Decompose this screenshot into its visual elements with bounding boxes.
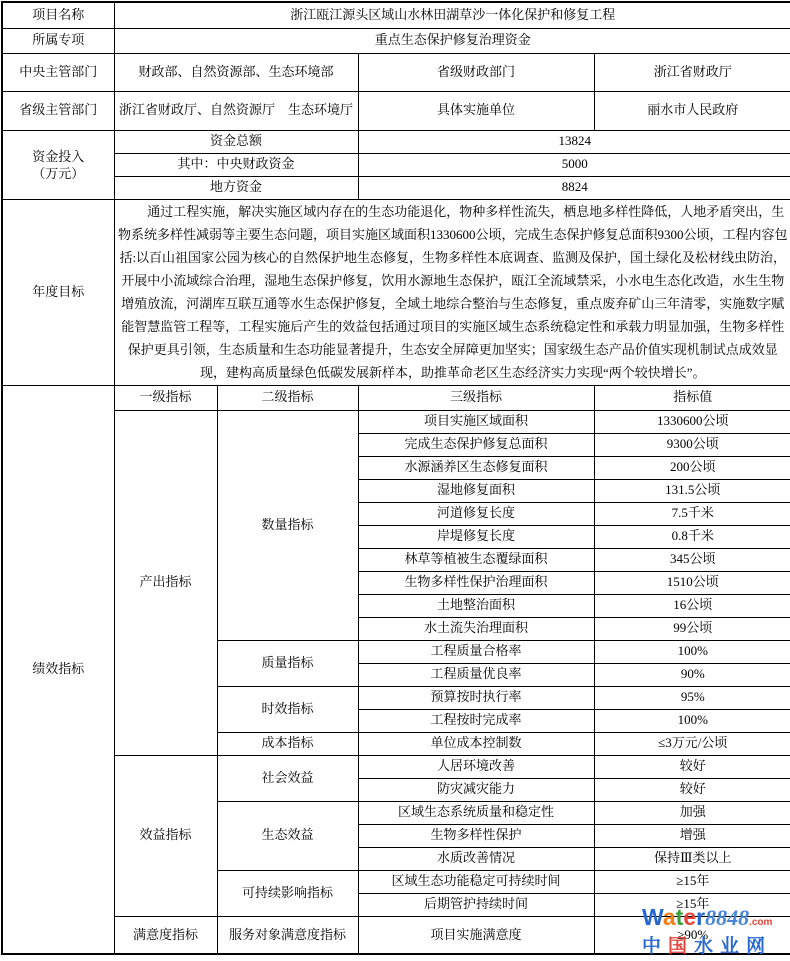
indicator-value-cell: ≥90% — [594, 916, 790, 954]
indicator-value-cell: 加强 — [594, 801, 790, 824]
indicator-name-cell: 湿地修复面积 — [358, 479, 594, 502]
funding-local-row — [2, 176, 790, 199]
program-value-cell: 重点生态保护修复治理资金 — [114, 28, 790, 53]
provincial-finance-label-cell: 省级财政部门 — [358, 53, 594, 91]
funding-central-label-cell: 其中：中央财政资金 — [114, 153, 358, 176]
funding-central-value-cell: 5000 — [358, 153, 790, 176]
indicator-value-cell: ≥15年 — [594, 893, 790, 916]
provincial-dept-label-cell: 省级主管部门 — [2, 91, 114, 130]
indicator-value-cell: 保持Ⅲ类以上 — [594, 847, 790, 870]
program-row — [2, 28, 790, 53]
watermark-cjk-char: 业 — [720, 936, 747, 957]
indicator-name-cell: 水质改善情况 — [358, 847, 594, 870]
watermark-cjk-char: 国 — [668, 936, 695, 957]
watermark-letter: e — [683, 904, 697, 930]
annual-goal-row — [2, 199, 790, 385]
funding-label-line2: （万元） — [32, 165, 85, 181]
project-name-row — [2, 2, 790, 28]
indicator-value-cell: 99公顷 — [594, 617, 790, 640]
project-name-value-cell: 浙江瓯江源头区域山水林田湖草沙一体化保护和修复工程 — [114, 2, 790, 28]
level2-timeliness-cell: 时效指标 — [217, 686, 358, 732]
indicator-value-cell: ≥15年 — [594, 870, 790, 893]
indicator-value-cell: 95% — [594, 686, 790, 709]
level2-quantity-cell: 数量指标 — [217, 410, 358, 640]
level2-quality-cell: 质量指标 — [217, 640, 358, 686]
level1-benefit-cell: 效益指标 — [114, 755, 217, 916]
level2-eco-cell: 生态效益 — [217, 801, 358, 870]
col-header-level2: 二级指标 — [217, 385, 358, 410]
level2-sustain-cell: 可持续影响指标 — [217, 870, 358, 916]
funding-total-row — [2, 130, 790, 153]
indicator-name-cell: 水土流失治理面积 — [358, 617, 594, 640]
indicator-value-cell: 7.5千米 — [594, 502, 790, 525]
indicator-value-cell: 9300公顷 — [594, 433, 790, 456]
level2-social-cell: 社会效益 — [217, 755, 358, 801]
funding-local-label-cell: 地方资金 — [114, 176, 358, 199]
watermark-cjk-char: 水 — [694, 936, 721, 957]
project-performance-table — [1, 1, 790, 955]
indicator-name-cell: 区域生态功能稳定可持续时间 — [358, 870, 594, 893]
project-name-label-cell: 项目名称 — [2, 2, 114, 28]
indicator-value-cell: 100% — [594, 709, 790, 732]
indicator-name-cell: 防灾减灾能力 — [358, 778, 594, 801]
perf-label-cell: 绩效指标 — [2, 385, 114, 954]
indicator-value-cell: 1510公顷 — [594, 571, 790, 594]
level1-satisfaction-cell: 满意度指标 — [114, 916, 217, 954]
col-header-level3: 三级指标 — [358, 385, 594, 410]
watermark-letter: W — [642, 904, 663, 930]
annual-goal-label-cell: 年度目标 — [2, 199, 114, 385]
indicator-value-cell: 131.5公顷 — [594, 479, 790, 502]
indicator-name-cell: 单位成本控制数 — [358, 732, 594, 755]
central-dept-value-cell: 财政部、自然资源部、生态环境部 — [114, 53, 358, 91]
indicator-name-cell: 后期管护持续时间 — [358, 893, 594, 916]
indicator-value-cell: 100% — [594, 640, 790, 663]
level2-cost-cell: 成本指标 — [217, 732, 358, 755]
indicator-value-cell: 较好 — [594, 778, 790, 801]
central-dept-row — [2, 53, 790, 91]
indicator-name-cell: 完成生态保护修复总面积 — [358, 433, 594, 456]
funding-total-value-cell: 13824 — [358, 130, 790, 153]
indicator-name-cell: 区域生态系统质量和稳定性 — [358, 801, 594, 824]
indicator-name-cell: 河道修复长度 — [358, 502, 594, 525]
funding-label-line1: 资金投入 — [32, 148, 85, 164]
indicator-row — [2, 755, 790, 778]
funding-label-cell — [2, 130, 114, 199]
indicator-value-cell: 1330600公顷 — [594, 410, 790, 433]
indicator-name-cell: 项目实施满意度 — [358, 916, 594, 954]
indicator-value-cell: 较好 — [594, 755, 790, 778]
implement-unit-value-cell: 丽水市人民政府 — [594, 91, 790, 130]
watermark-letter: r — [696, 904, 706, 930]
indicator-name-cell: 人居环境改善 — [358, 755, 594, 778]
annual-goal-text: 通过工程实施，解决实施区域内存在的生态功能退化，物种多样性流失，栖息地多样性降低，人地矛盾突出，生物系统多样性减弱等主要生态问题，项目实施区域面积1330600公顷，完成生态保护修复总面积9300公顷，工程内容包括:以百山祖国家公园为核心的自然保护地生态修复，生物多样性本底调查、监测及保护，国土绿化及松材线虫防治，开展中小流域综合治理，湿地生态保护修复，饮用水源地生态保护，瓯江全流域禁采，小水电生态化改造，水生生物增殖放流，河湖库互联互通等水生态保护修复，全域土地综合整治与生态修复，重点废弃矿山三年清零，实施数字赋能智慧监管工程等，工程实施后产生的效益包括通过项目的实施区域生态系统稳定性和承载力明显加强，生物多样性保护更具引领，生态质量和生态功能显著提升，生态安全屏障更加坚实；国家级生态产品价值实现机制试点成效显现，建构高质量绿色低碳发展新样本，助推革命老区生态经济实力实现“两个较快增长”。 — [118, 204, 788, 380]
indicator-name-cell: 项目实施区域面积 — [358, 410, 594, 433]
annual-goal-text-cell — [114, 199, 790, 385]
indicator-value-cell: 16公顷 — [594, 594, 790, 617]
funding-local-value-cell: 8824 — [358, 176, 790, 199]
level1-output-cell: 产出指标 — [114, 410, 217, 755]
implement-unit-label-cell: 具体实施单位 — [358, 91, 594, 130]
indicator-value-cell: 90% — [594, 663, 790, 686]
funding-central-row — [2, 153, 790, 176]
indicator-name-cell: 土地整治面积 — [358, 594, 594, 617]
watermark-letter: t — [675, 904, 684, 930]
indicator-name-cell: 林草等植被生态覆绿面积 — [358, 548, 594, 571]
indicator-value-cell: 0.8千米 — [594, 525, 790, 548]
indicator-value-cell: 200公顷 — [594, 456, 790, 479]
watermark-cjk-char: 网 — [746, 936, 773, 957]
indicator-name-cell: 工程按时完成率 — [358, 709, 594, 732]
funding-total-label-cell: 资金总额 — [114, 130, 358, 153]
col-header-level1: 一级指标 — [114, 385, 217, 410]
indicator-name-cell: 生物多样性保护 — [358, 824, 594, 847]
provincial-dept-row — [2, 91, 790, 130]
watermark-number: 8848 — [705, 905, 750, 930]
watermark-com-suffix: .com — [749, 917, 773, 928]
central-dept-label-cell: 中央主管部门 — [2, 53, 114, 91]
indicator-name-cell: 工程质量优良率 — [358, 663, 594, 686]
level2-satisfaction-cell: 服务对象满意度指标 — [217, 916, 358, 954]
indicator-value-cell: 345公顷 — [594, 548, 790, 571]
program-label-cell: 所属专项 — [2, 28, 114, 53]
indicator-value-cell: ≤3万元/公顷 — [594, 732, 790, 755]
provincial-finance-value-cell: 浙江省财政厅 — [594, 53, 790, 91]
indicator-value-cell: 增强 — [594, 824, 790, 847]
watermark-cjk-char: 中 — [642, 936, 669, 957]
indicator-name-cell: 预算按时执行率 — [358, 686, 594, 709]
indicator-name-cell: 生物多样性保护治理面积 — [358, 571, 594, 594]
watermark-letter: a — [662, 904, 676, 930]
col-header-value: 指标值 — [594, 385, 790, 410]
indicator-name-cell: 岸堤修复长度 — [358, 525, 594, 548]
indicator-header-row — [2, 385, 790, 410]
indicator-name-cell: 工程质量合格率 — [358, 640, 594, 663]
indicator-row — [2, 916, 790, 954]
provincial-dept-value-cell: 浙江省财政厅、自然资源厅 生态环境厅 — [114, 91, 358, 130]
indicator-row — [2, 410, 790, 433]
indicator-name-cell: 水源涵养区生态修复面积 — [358, 456, 594, 479]
